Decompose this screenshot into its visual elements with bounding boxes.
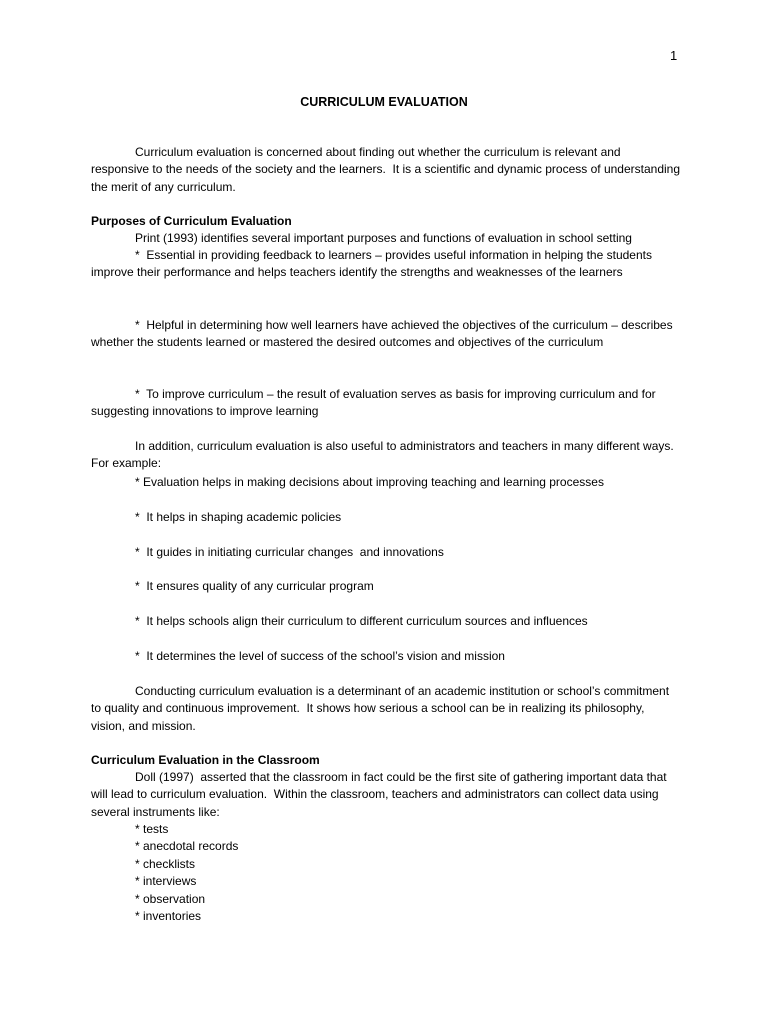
list-item: * observation	[135, 891, 206, 906]
intro-paragraph: Curriculum evaluation is concerned about finding out whether the curriculum is relevant and responsive to the needs of the society and the learners. It is a scientific and dynamic process of understanding the merit of any curriculum.	[91, 145, 684, 194]
purpose-item-1: * Essential in providing feedback to learners – provides useful information in helping the students improve their performance and helps teachers identify the strengths and weaknesses of the learners	[91, 248, 656, 280]
use-item-5: * It helps schools align their curriculum to different curriculum sources and influences	[135, 614, 588, 628]
use-item-6: * It determines the level of success of the school’s vision and mission	[135, 649, 505, 663]
page-number: 1	[670, 48, 678, 63]
use-item-1: * Evaluation helps in making decisions about improving teaching and learning processes	[135, 475, 604, 489]
conducting-paragraph: Conducting curriculum evaluation is a determinant of an academic institution or school’s commitment to quality and continuous improvement. It shows how serious a school can be in realizing its philosophy, vision, and mission.	[91, 684, 673, 733]
list-item: * inventories	[135, 909, 202, 924]
use-item-2: * It helps in shaping academic policies	[135, 510, 342, 524]
purposes-heading: Purposes of Curriculum Evaluation	[91, 214, 292, 228]
document-title: CURRICULUM EVALUATION	[300, 95, 468, 109]
use-item-3: * It guides in initiating curricular changes and innovations	[135, 545, 444, 559]
list-item: * tests	[135, 822, 169, 836]
purpose-item-2: * Helpful in determining how well learners have achieved the objectives of the curriculum – describes whether the students learned or mastered the desired outcomes and objectives of the curriculum	[91, 318, 676, 350]
classroom-heading: Curriculum Evaluation in the Classroom	[91, 753, 320, 767]
list-item: * interviews	[135, 874, 197, 889]
purpose-item-3: * To improve curriculum – the result of evaluation serves as basis for improving curriculum and for suggesting innovations to improve learning	[91, 387, 660, 419]
classroom-paragraph: Doll (1997) asserted that the classroom in fact could be the first site of gathering important data that will lead to curriculum evaluation. Within the classroom, teachers and administrators can collect data using several instruments like:	[91, 770, 670, 819]
use-item-4: * It ensures quality of any curricular program	[135, 579, 374, 593]
list-item: * anecdotal records	[135, 839, 239, 854]
addition-paragraph: In addition, curriculum evaluation is also useful to administrators and teachers in many different ways. For example:	[91, 439, 681, 471]
purposes-lead: Print (1993) identifies several important purposes and functions of evaluation in school setting	[135, 231, 632, 245]
instrument-list	[135, 821, 238, 925]
list-item: * checklists	[135, 856, 196, 871]
